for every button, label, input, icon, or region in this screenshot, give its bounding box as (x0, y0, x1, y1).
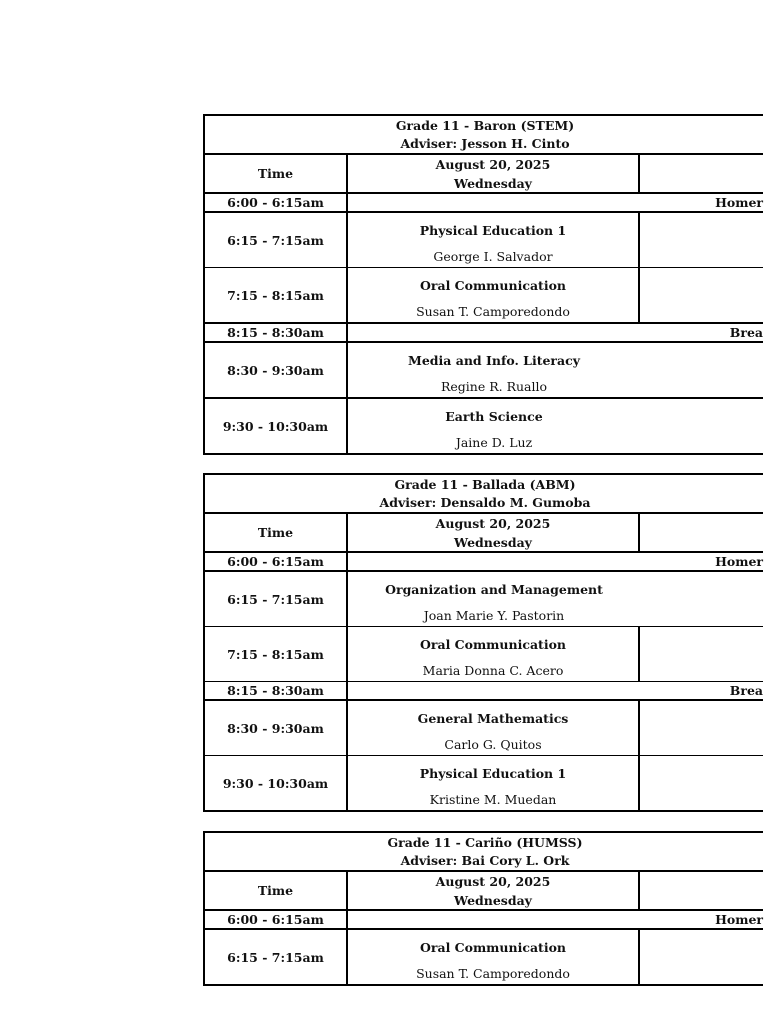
date-column-header (348, 514, 640, 551)
table-row (205, 572, 763, 627)
day-label: Wednesday (454, 534, 532, 550)
schedule-header (205, 116, 763, 155)
time-slot: 8:15 - 8:30am (205, 324, 348, 341)
homeroom-text: Homer (715, 554, 763, 569)
class-cell (348, 572, 640, 626)
time-slot: 6:15 - 7:15am (205, 213, 348, 267)
time-slot: 8:30 - 9:30am (205, 701, 348, 755)
class-cell (348, 701, 640, 755)
table-row (205, 930, 763, 986)
day-label: Wednesday (454, 175, 532, 191)
class-cell (348, 213, 640, 267)
homeroom-label (348, 911, 763, 928)
table-row (205, 553, 763, 572)
table-row (205, 627, 763, 682)
subject-name: Physical Education 1 (419, 223, 567, 238)
date-label: August 20, 2025 (435, 515, 551, 531)
time-slot: 9:30 - 10:30am (205, 756, 348, 810)
time-slot: 6:15 - 7:15am (205, 930, 348, 984)
class-cell (348, 343, 640, 397)
homeroom-label (348, 553, 763, 570)
time-slot: 6:00 - 6:15am (205, 194, 348, 211)
adviser-label: Adviser: Densaldo M. Gumoba (379, 495, 591, 510)
subject-name: Oral Communication (420, 637, 566, 652)
time-column-header: Time (205, 872, 348, 909)
table-header-row (205, 872, 763, 911)
break-label (348, 324, 763, 341)
table-row (205, 268, 763, 324)
class-cell (348, 268, 640, 322)
time-slot: 8:15 - 8:30am (205, 682, 348, 699)
date-label: August 20, 2025 (435, 156, 551, 172)
homeroom-text: Homer (715, 195, 763, 210)
subject-name: Media and Info. Literacy (408, 353, 580, 368)
table-row (205, 756, 763, 812)
teacher-name: Kristine M. Muedan (429, 792, 557, 807)
table-row (205, 324, 763, 343)
date-column-header (348, 872, 640, 909)
teacher-name: Susan T. Camporedondo (416, 304, 570, 319)
subject-name: Oral Communication (420, 940, 566, 955)
table-row (205, 701, 763, 756)
homeroom-text: Homer (715, 912, 763, 927)
teacher-name: Joan Marie Y. Pastorin (423, 608, 565, 623)
table-header-row (205, 155, 763, 194)
teacher-name: George I. Salvador (433, 249, 553, 264)
break-text: Brea (729, 325, 763, 340)
teacher-name: Carlo G. Quitos (444, 737, 542, 752)
class-cell (348, 756, 640, 810)
time-slot: 6:00 - 6:15am (205, 553, 348, 570)
break-label (348, 682, 763, 699)
section-title: Grade 11 - Cariño (HUMSS) (387, 835, 583, 850)
day-label: Wednesday (454, 892, 532, 908)
time-column-header: Time (205, 155, 348, 192)
schedule-table-ballada (203, 473, 763, 812)
break-text: Brea (729, 683, 763, 698)
teacher-name: Susan T. Camporedondo (416, 966, 570, 981)
table-row (205, 343, 763, 399)
table-header-row (205, 514, 763, 553)
subject-name: Physical Education 1 (419, 766, 567, 781)
section-title: Grade 11 - Baron (STEM) (395, 118, 575, 133)
adviser-label: Adviser: Jesson H. Cinto (400, 136, 570, 151)
time-slot: 9:30 - 10:30am (205, 399, 348, 453)
time-slot: 7:15 - 8:15am (205, 268, 348, 322)
section-title: Grade 11 - Ballada (ABM) (394, 477, 576, 492)
date-column-header (348, 155, 640, 192)
class-cell (348, 627, 640, 681)
time-slot: 8:30 - 9:30am (205, 343, 348, 397)
schedule-table-carino (203, 831, 763, 986)
teacher-name: Maria Donna C. Acero (422, 663, 564, 678)
table-row (205, 911, 763, 930)
class-cell (348, 930, 640, 984)
date-label: August 20, 2025 (435, 873, 551, 889)
class-cell (348, 399, 640, 453)
subject-name: Earth Science (445, 409, 543, 424)
time-column-header: Time (205, 514, 348, 551)
homeroom-label (348, 194, 763, 211)
time-slot: 7:15 - 8:15am (205, 627, 348, 681)
schedule-table-baron (203, 114, 763, 455)
teacher-name: Regine R. Ruallo (440, 379, 548, 394)
table-row (205, 194, 763, 213)
subject-name: Oral Communication (420, 278, 566, 293)
time-slot: 6:15 - 7:15am (205, 572, 348, 626)
table-row (205, 213, 763, 268)
teacher-name: Jaine D. Luz (455, 435, 533, 450)
schedule-header (205, 833, 763, 872)
table-row (205, 682, 763, 701)
schedule-header (205, 475, 763, 514)
subject-name: Organization and Management (385, 582, 603, 597)
time-slot: 6:00 - 6:15am (205, 911, 348, 928)
subject-name: General Mathematics (417, 711, 569, 726)
table-row (205, 399, 763, 455)
adviser-label: Adviser: Bai Cory L. Ork (400, 853, 570, 868)
